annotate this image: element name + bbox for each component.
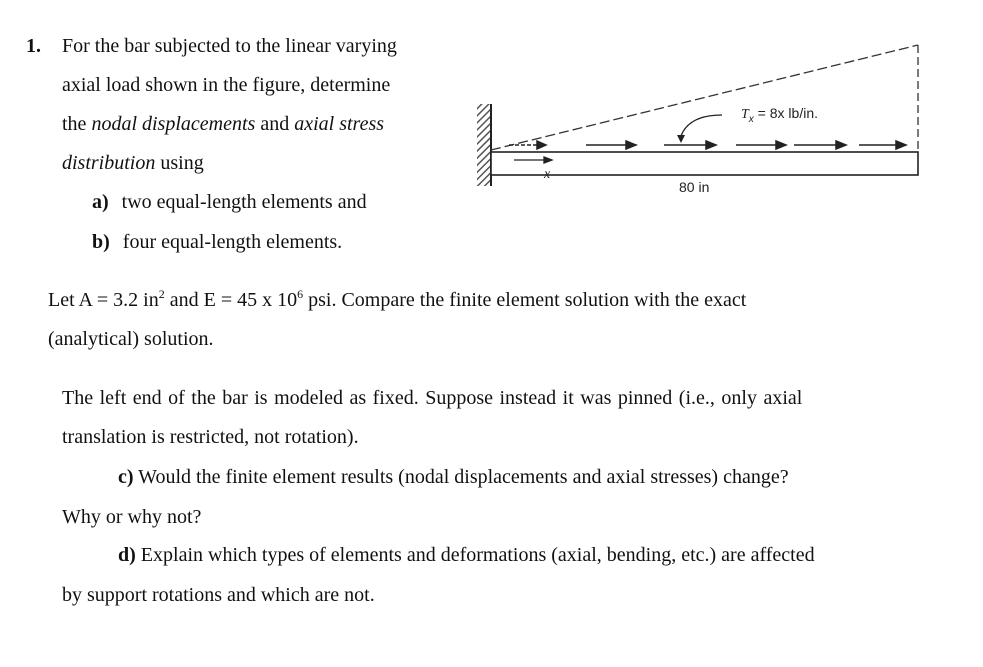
part-d-text: Explain which types of elements and deformations (axial, bending, etc.) are affected: [135, 544, 815, 566]
load-arrows: [509, 141, 906, 149]
part-a: [92, 190, 367, 214]
load-label: [741, 105, 818, 125]
part-d-continuation: by support rotations and which are not.: [62, 584, 375, 606]
part-a-text: two equal-length elements and: [121, 191, 367, 213]
part-c-continuation: Why or why not?: [62, 506, 202, 528]
bar: [491, 152, 918, 175]
problem-intro-line-4: [62, 151, 204, 175]
followup-line-1: The left end of the bar is modeled as fixed. Suppose instead it was pinned (i.e., only axial: [62, 387, 803, 409]
length-label: 80 in: [679, 179, 710, 195]
followup-line-2: translation is restricted, not rotation).: [62, 426, 359, 448]
nodal-displacements-term: nodal displacements: [91, 113, 256, 135]
fixed-support: [477, 104, 491, 186]
given-line-2: (analytical) solution.: [48, 328, 214, 350]
given-compare: psi. Compare the finite element solution with the exact: [303, 289, 747, 311]
load-label-leader: [681, 115, 722, 136]
load-label-symbol: T: [741, 107, 749, 122]
load-label-leader-head: [677, 135, 685, 143]
part-a-label: a): [92, 191, 109, 213]
given-modulus: and E = 45 x 10: [164, 289, 298, 311]
problem-intro-line-2: axial load shown in the figure, determine: [62, 74, 391, 96]
load-envelope: [491, 45, 918, 152]
distribution-term: distribution: [62, 152, 156, 174]
bar-load-figure: [474, 40, 934, 200]
intro-line-3-pre: the: [62, 113, 92, 135]
part-c: [118, 465, 789, 489]
area-exponent: 2: [158, 287, 165, 301]
problem-number: 1.: [26, 35, 41, 57]
x-axis-label: x: [544, 167, 551, 182]
part-b: [92, 230, 342, 254]
axial-stress-term: axial stress: [294, 113, 385, 135]
part-d-label: d): [118, 544, 136, 566]
given-area: Let A = 3.2 in: [48, 289, 159, 311]
problem-intro-line-3: [62, 112, 384, 136]
intro-line-4-post: using: [155, 152, 204, 174]
part-c-text: Would the finite element results (nodal displacements and axial stresses) change?: [133, 466, 789, 488]
part-b-text: four equal-length elements.: [122, 231, 343, 253]
part-c-label: c): [118, 466, 134, 488]
given-line-1: [48, 288, 746, 312]
load-label-sub: x: [748, 114, 754, 125]
part-d: [118, 543, 815, 567]
modulus-exponent: 6: [297, 287, 304, 301]
intro-line-3-mid: and: [255, 113, 295, 135]
part-b-label: b): [92, 231, 110, 253]
problem-intro-line-1: For the bar subjected to the linear varying: [62, 35, 397, 57]
load-label-value: = 8x lb/in.: [753, 105, 818, 121]
